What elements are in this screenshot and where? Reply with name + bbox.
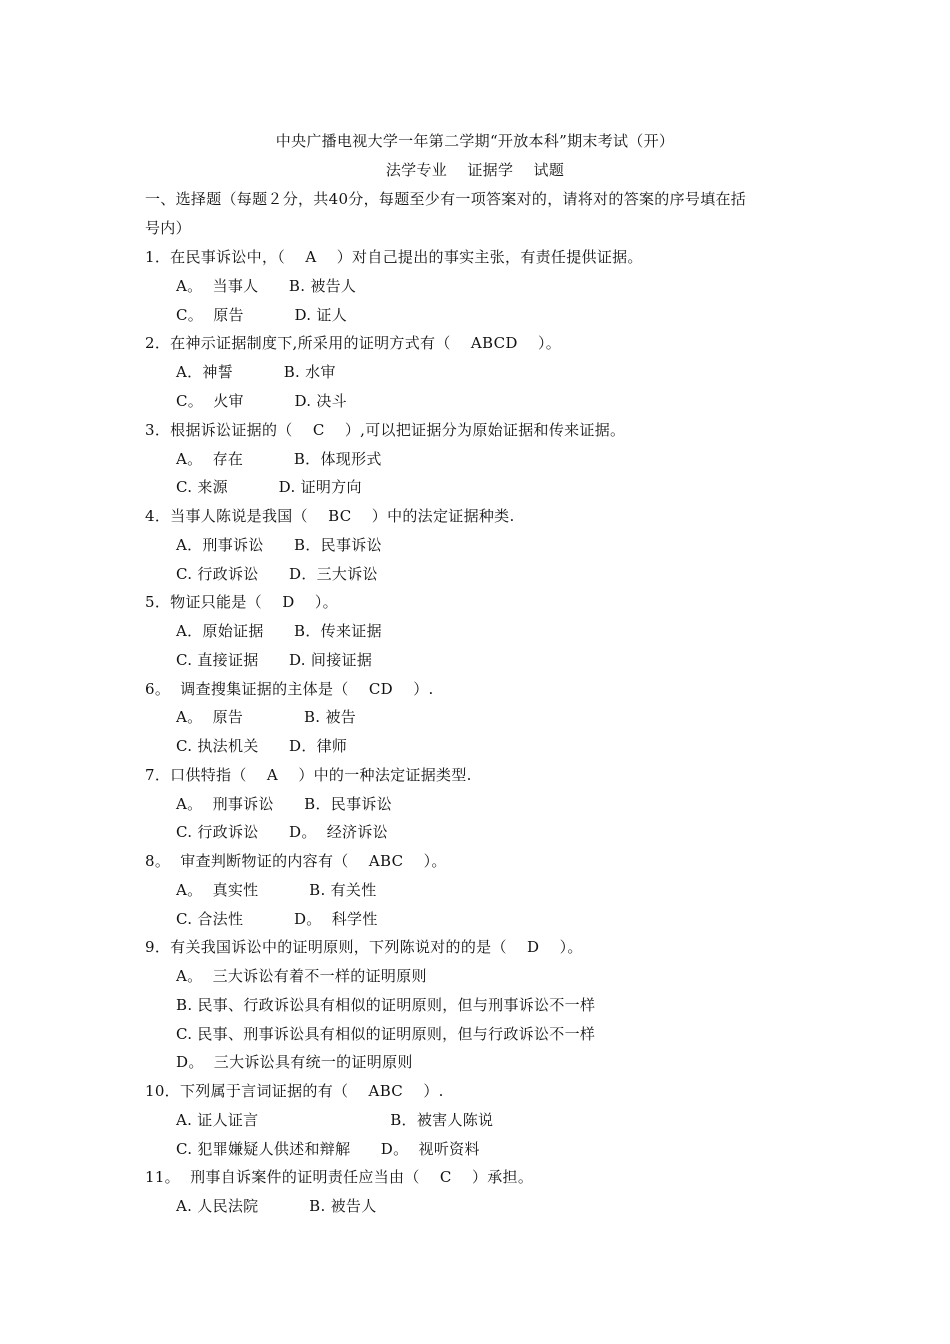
option-row: A．刑事诉讼 B．民事诉讼 <box>176 536 382 554</box>
question-3: 3．根据诉讼证据的（ C ）,可以把证据分为原始证据和传来证据。 <box>145 421 626 439</box>
section-instructions-cont: 号内） <box>145 219 191 237</box>
option-row: C。 火审 D. 决斗 <box>176 392 348 410</box>
option-row: A．神誓 B. 水审 <box>176 363 336 381</box>
question-11: 11。 刑事自诉案件的证明责任应当由（ C ）承担。 <box>145 1168 534 1186</box>
question-6: 6。 调查搜集证据的主体是（ CD ）. <box>145 680 434 698</box>
option-row: A。 刑事诉讼 B．民事诉讼 <box>176 795 393 813</box>
question-2: 2．在神示证据制度下,所采用的证明方式有（ ABCD ）。 <box>145 334 562 352</box>
option-row: C. 犯罪嫌疑人供述和辩解 D。 视听资料 <box>176 1140 480 1158</box>
option-row: C. 直接证据 D. 间接证据 <box>176 651 373 669</box>
question-4: 4．当事人陈说是我国（ BC ）中的法定证据种类. <box>145 507 515 525</box>
option-row: C. 来源 D. 证明方向 <box>176 478 362 496</box>
question-8: 8。 审查判断物证的内容有（ ABC ）。 <box>145 852 447 870</box>
option-row: C. 执法机关 D．律师 <box>176 737 348 755</box>
option-row: C. 行政诉讼 D。 经济诉讼 <box>176 823 388 841</box>
option-row: D。 三大诉讼具有统一的证明原则 <box>176 1053 413 1071</box>
exam-subtitle: 法学专业 证据学 试题 <box>385 161 565 179</box>
exam-title: 中央广播电视大学一年第二学期“开放本科”期末考试（开） <box>275 132 675 150</box>
option-row: B. 民事、行政诉讼具有相似的证明原则，但与刑事诉讼不一样 <box>176 996 596 1014</box>
option-row: A。 三大诉讼有着不一样的证明原则 <box>176 967 427 985</box>
question-9: 9．有关我国诉讼中的证明原则，下列陈说对的的是（ D ）。 <box>145 938 583 956</box>
option-row: C。 原告 D. 证人 <box>176 306 348 324</box>
option-row: C. 行政诉讼 D．三大诉讼 <box>176 565 378 583</box>
option-row: A。 原告 B. 被告 <box>176 708 357 726</box>
question-10: 10．下列属于言词证据的有（ ABC ）. <box>145 1082 444 1100</box>
option-row: A。 真实性 B. 有关性 <box>176 881 377 899</box>
option-row: C. 民事、刑事诉讼具有相似的证明原则，但与行政诉讼不一样 <box>176 1025 596 1043</box>
option-row: A. 证人证言 B．被害人陈说 <box>176 1111 494 1129</box>
question-7: 7．口供特指（ A ）中的一种法定证据类型. <box>145 766 472 784</box>
option-row: C. 合法性 D。 科学性 <box>176 910 378 928</box>
section-instructions: 一、选择题（每题２分，共40分，每题至少有一项答案对的，请将对的答案的序号填在括 <box>145 190 747 208</box>
question-5: 5．物证只能是（ D ）。 <box>145 593 338 611</box>
option-row: A. 人民法院 B. 被告人 <box>176 1197 377 1215</box>
question-1: 1．在民事诉讼中，（ A ）对自己提出的事实主张，有责任提供证据。 <box>145 248 643 266</box>
option-row: A．原始证据 B．传来证据 <box>176 622 382 640</box>
option-row: A。 当事人 B. 被告人 <box>176 277 357 295</box>
option-row: A。 存在 B．体现形式 <box>176 450 382 468</box>
